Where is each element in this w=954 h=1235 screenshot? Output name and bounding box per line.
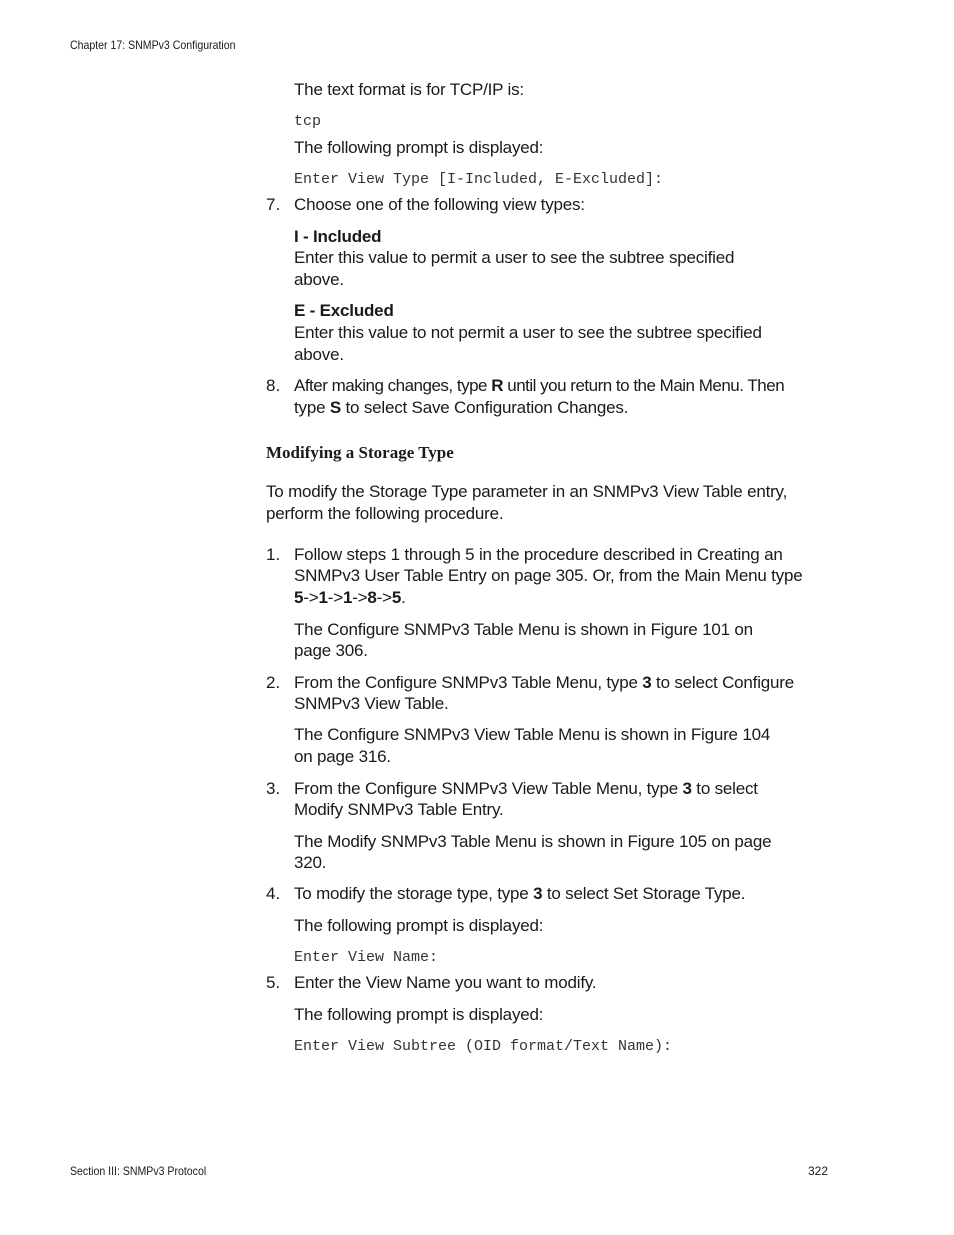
page-number: 322	[808, 1164, 829, 1178]
step-text: Enter the View Name you want to modify.	[294, 973, 597, 992]
step-note: The Modify SNMPv3 Table Menu is shown in Figure 105 on page	[294, 832, 772, 851]
step-text: From the Configure SNMPv3 Table Menu, type 3 to select Configure	[294, 673, 794, 692]
step-note: 320.	[294, 853, 327, 872]
step-text: Choose one of the following view types:	[294, 195, 585, 214]
code-line: tcp	[294, 113, 322, 130]
intro-text: To modify the Storage Type parameter in an SNMPv3 View Table entry,	[266, 482, 788, 501]
menu-path: 5->1->1->8->5.	[294, 588, 406, 607]
step-note: The Configure SNMPv3 View Table Menu is shown in Figure 104	[294, 725, 771, 744]
running-header: Chapter 17: SNMPv3 Configuration	[70, 38, 236, 52]
paragraph: The following prompt is displayed:	[294, 916, 544, 935]
paragraph: The following prompt is displayed:	[294, 138, 544, 157]
option-desc: Enter this value to not permit a user to see the subtree specified	[294, 323, 762, 342]
step-text: After making changes, type R until you return to the Main Menu. Then	[294, 376, 785, 395]
paragraph: The following prompt is displayed:	[294, 1005, 544, 1024]
step-text: SNMPv3 View Table.	[294, 694, 449, 713]
step-text: Follow steps 1 through 5 in the procedure described in Creating an	[294, 545, 783, 564]
step-note: page 306.	[294, 641, 368, 660]
option-desc: Enter this value to permit a user to see the subtree specified	[294, 248, 735, 267]
step-number: 1.	[266, 545, 281, 564]
step-number: 8.	[266, 376, 281, 395]
step-number: 4.	[266, 884, 281, 903]
code-line: Enter View Subtree (OID format/Text Name):	[294, 1038, 673, 1055]
step-text: Modify SNMPv3 Table Entry.	[294, 800, 504, 819]
code-line: Enter View Name:	[294, 949, 439, 966]
step-text: To modify the storage type, type 3 to select Set Storage Type.	[294, 884, 746, 903]
option-desc: above.	[294, 345, 344, 364]
step-number: 2.	[266, 673, 281, 692]
step-note: The Configure SNMPv3 Table Menu is shown in Figure 101 on	[294, 620, 753, 639]
intro-text: perform the following procedure.	[266, 504, 504, 523]
option-title: E - Excluded	[294, 301, 394, 320]
step-text: SNMPv3 User Table Entry on page 305. Or, from the Main Menu type	[294, 566, 803, 585]
step-number: 3.	[266, 779, 281, 798]
step-text: type S to select Save Configuration Changes.	[294, 398, 629, 417]
section-heading: Modifying a Storage Type	[266, 443, 454, 462]
running-footer: Section III: SNMPv3 Protocol	[70, 1164, 207, 1178]
option-desc: above.	[294, 270, 344, 289]
code-line: Enter View Type [I-Included, E-Excluded]:	[294, 171, 664, 188]
step-note: on page 316.	[294, 747, 391, 766]
step-number: 5.	[266, 973, 281, 992]
paragraph: The text format is for TCP/IP is:	[294, 80, 524, 99]
option-title: I - Included	[294, 227, 382, 246]
step-text: From the Configure SNMPv3 View Table Menu, type 3 to select	[294, 779, 758, 798]
step-number: 7.	[266, 195, 281, 214]
